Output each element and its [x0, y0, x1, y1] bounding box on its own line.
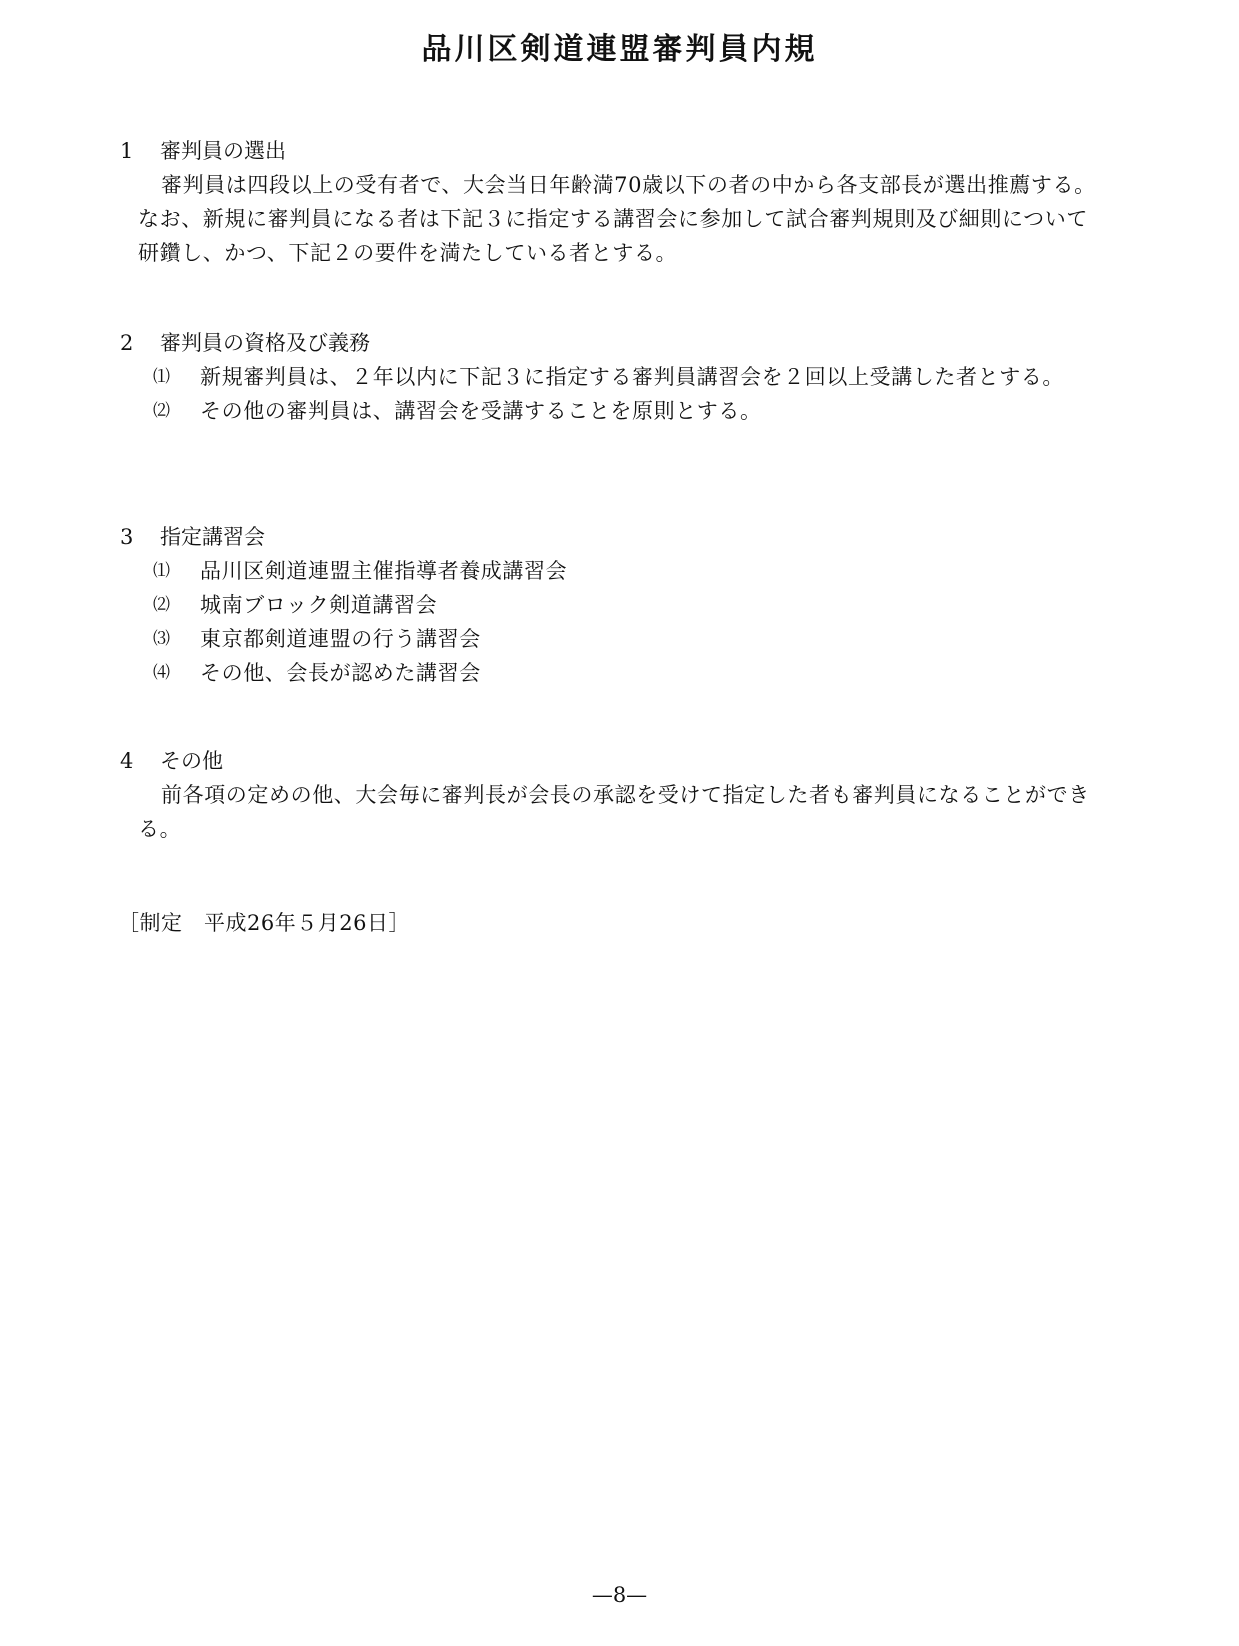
- section-number: 2: [120, 331, 134, 355]
- section-number: 3: [120, 525, 134, 549]
- item-text: 東京都剣道連盟の行う講習会: [200, 627, 481, 651]
- section-1: [120, 134, 1120, 270]
- list-item: [153, 656, 1108, 690]
- item-number: ⑴: [153, 367, 171, 387]
- section-4: [120, 744, 1120, 846]
- section-title: 審判員の選出: [160, 139, 286, 163]
- list-item: [153, 394, 1108, 428]
- section-body: 審判員は四段以上の受有者で、大会当日年齢満70歳以下の者の中から各支部長が選出推薦する。なお、新規に審判員になる者は下記３に指定する講習会に参加して試合審判規則及び細則について研鑽し、かつ、下記２の要件を満たしている者とする。: [138, 173, 1096, 265]
- section-heading: [120, 744, 1120, 778]
- section-title: その他: [160, 749, 223, 773]
- item-text: 品川区剣道連盟主催指導者養成講習会: [200, 559, 568, 583]
- item-number: ⑴: [153, 561, 171, 581]
- section-number: 1: [120, 139, 134, 163]
- list-item: [153, 360, 1108, 394]
- section-heading: [120, 134, 1120, 168]
- section-heading: [120, 326, 1120, 360]
- section-2: [120, 326, 1120, 428]
- item-number: ⑷: [153, 663, 171, 683]
- section-3: [120, 520, 1120, 690]
- item-number: ⑶: [153, 629, 171, 649]
- section-title: 指定講習会: [160, 525, 265, 549]
- list-item: [153, 622, 1108, 656]
- list-item: [153, 554, 1108, 588]
- item-text: 城南ブロック剣道講習会: [200, 593, 438, 617]
- item-text: その他の審判員は、講習会を受講することを原則とする。: [200, 399, 762, 423]
- section-title: 審判員の資格及び義務: [160, 331, 370, 355]
- item-number: ⑵: [153, 595, 171, 615]
- list-item: [153, 588, 1108, 622]
- enactment-note: ［制定 平成26年５月26日］: [118, 911, 410, 935]
- section-heading: [120, 520, 1120, 554]
- page-number: —8—: [591, 1583, 648, 1607]
- document-title: 品川区剣道連盟審判員内規: [421, 32, 818, 67]
- item-text: 新規審判員は、２年以内に下記３に指定する審判員講習会を２回以上受講した者とする。: [200, 365, 1064, 389]
- item-text: その他、会長が認めた講習会: [200, 661, 481, 685]
- item-number: ⑵: [153, 401, 171, 421]
- section-body: 前各項の定めの他、大会毎に審判長が会長の承認を受けて指定した者も審判員になることができる。: [138, 783, 1090, 841]
- section-number: 4: [120, 749, 134, 773]
